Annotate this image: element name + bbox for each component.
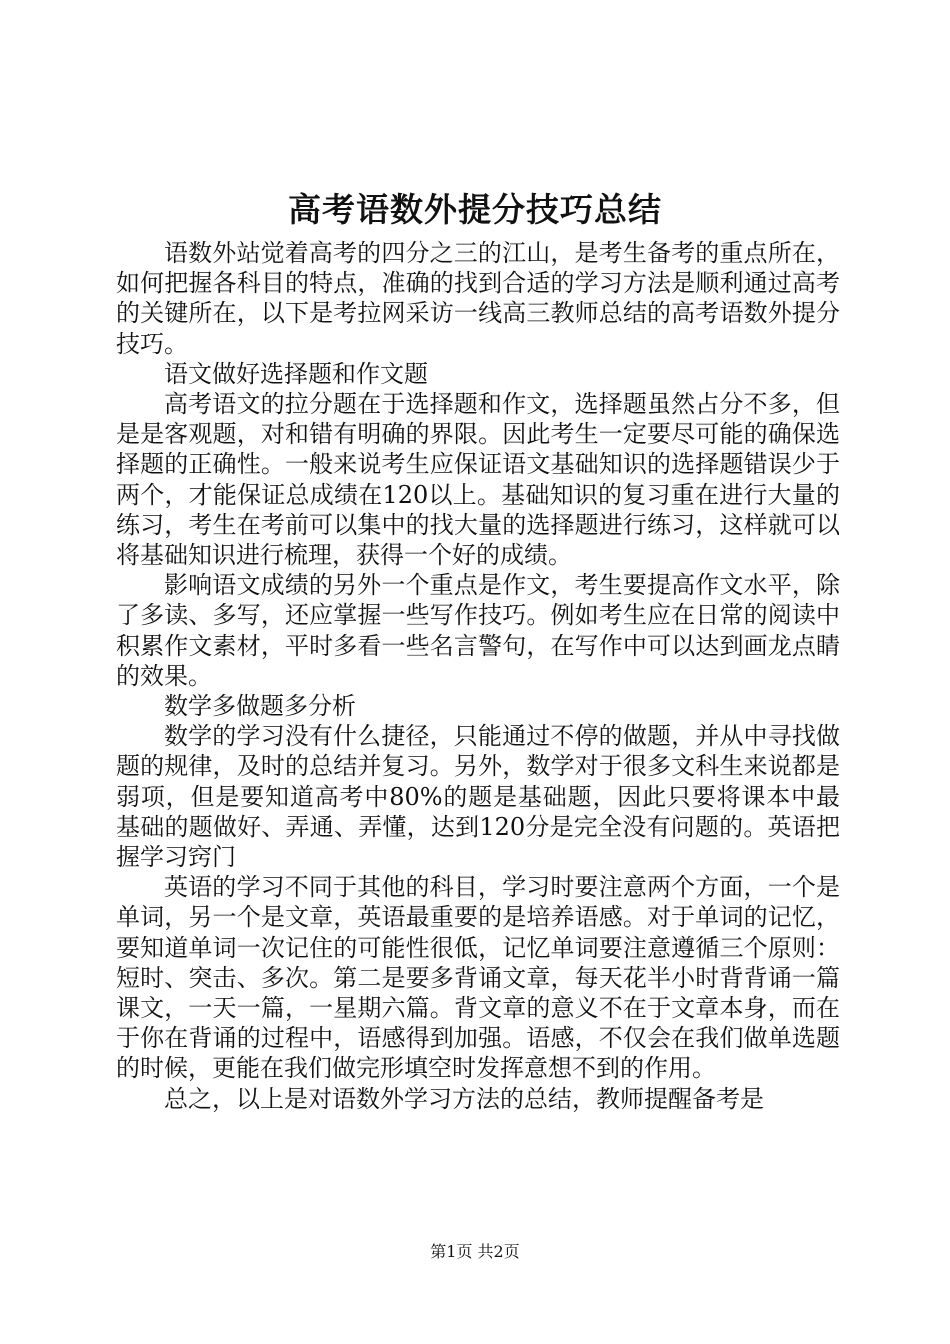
paragraph-intro: 语数外站觉着高考的四分之三的江山，是考生备考的重点所在，如何把握各科目的特点，准确的找到合适的学习方法是顺利通过高考的关键所在，以下是考拉网采访一线高三教师总结的高考语数外提分技巧。 xyxy=(116,239,840,358)
paragraph-chinese-choice: 高考语文的拉分题在于选择题和作文，选择题虽然占分不多，但是是客观题，对和错有明确的界限。因此考生一定要尽可能的确保选择题的正确性。一般来说考生应保证语文基础知识的选择题错误少于两个，才能保证总成绩在120以上。基础知识的复习重在进行大量的练习，考生在考前可以集中的找大量的选择题进行练习，这样就可以将基础知识进行梳理，获得一个好的成绩。 xyxy=(116,390,840,570)
paragraph-math: 数学的学习没有什么捷径，只能通过不停的做题，并从中寻找做题的规律，及时的总结并复习。另外，数学对于很多文科生来说都是弱项，但是要知道高考中80%的题是基础题，因此只要将课本中最基础的题做好、弄通、弄懂，达到120分是完全没有问题的。英语把握学习窍门 xyxy=(116,722,840,872)
paragraph-english: 英语的学习不同于其他的科目，学习时要注意两个方面，一个是单词，另一个是文章，英语最重要的是培养语感。对于单词的记忆，要知道单词一次记住的可能性很低，记忆单词要注意遵循三个原则：短时、突击、多次。第二是要多背诵文章，每天花半小时背背诵一篇课文，一天一篇，一星期六篇。背文章的意义不在于文章本身，而在于你在背诵的过程中，语感得到加强。语感，不仅会在我们做单选题的时候，更能在我们做完形填空时发挥意想不到的作用。 xyxy=(116,873,840,1083)
section-heading-math: 数学多做题多分析 xyxy=(164,692,356,721)
section-heading-chinese: 语文做好选择题和作文题 xyxy=(164,359,428,388)
paragraph-summary: 总之，以上是对语数外学习方法的总结，教师提醒备考是 xyxy=(164,1084,764,1113)
paragraph-chinese-essay: 影响语文成绩的另外一个重点是作文，考生要提高作文水平，除了多读、多写，还应掌握一些写作技巧。例如考生应在日常的阅读中积累作文素材，平时多看一些名言警句，在写作中可以达到画龙点睛的效果。 xyxy=(116,571,840,690)
page-footer: 第1页 共2页 xyxy=(430,1242,520,1261)
document-title: 高考语数外提分技巧总结 xyxy=(288,190,662,229)
document-body xyxy=(116,238,840,1114)
